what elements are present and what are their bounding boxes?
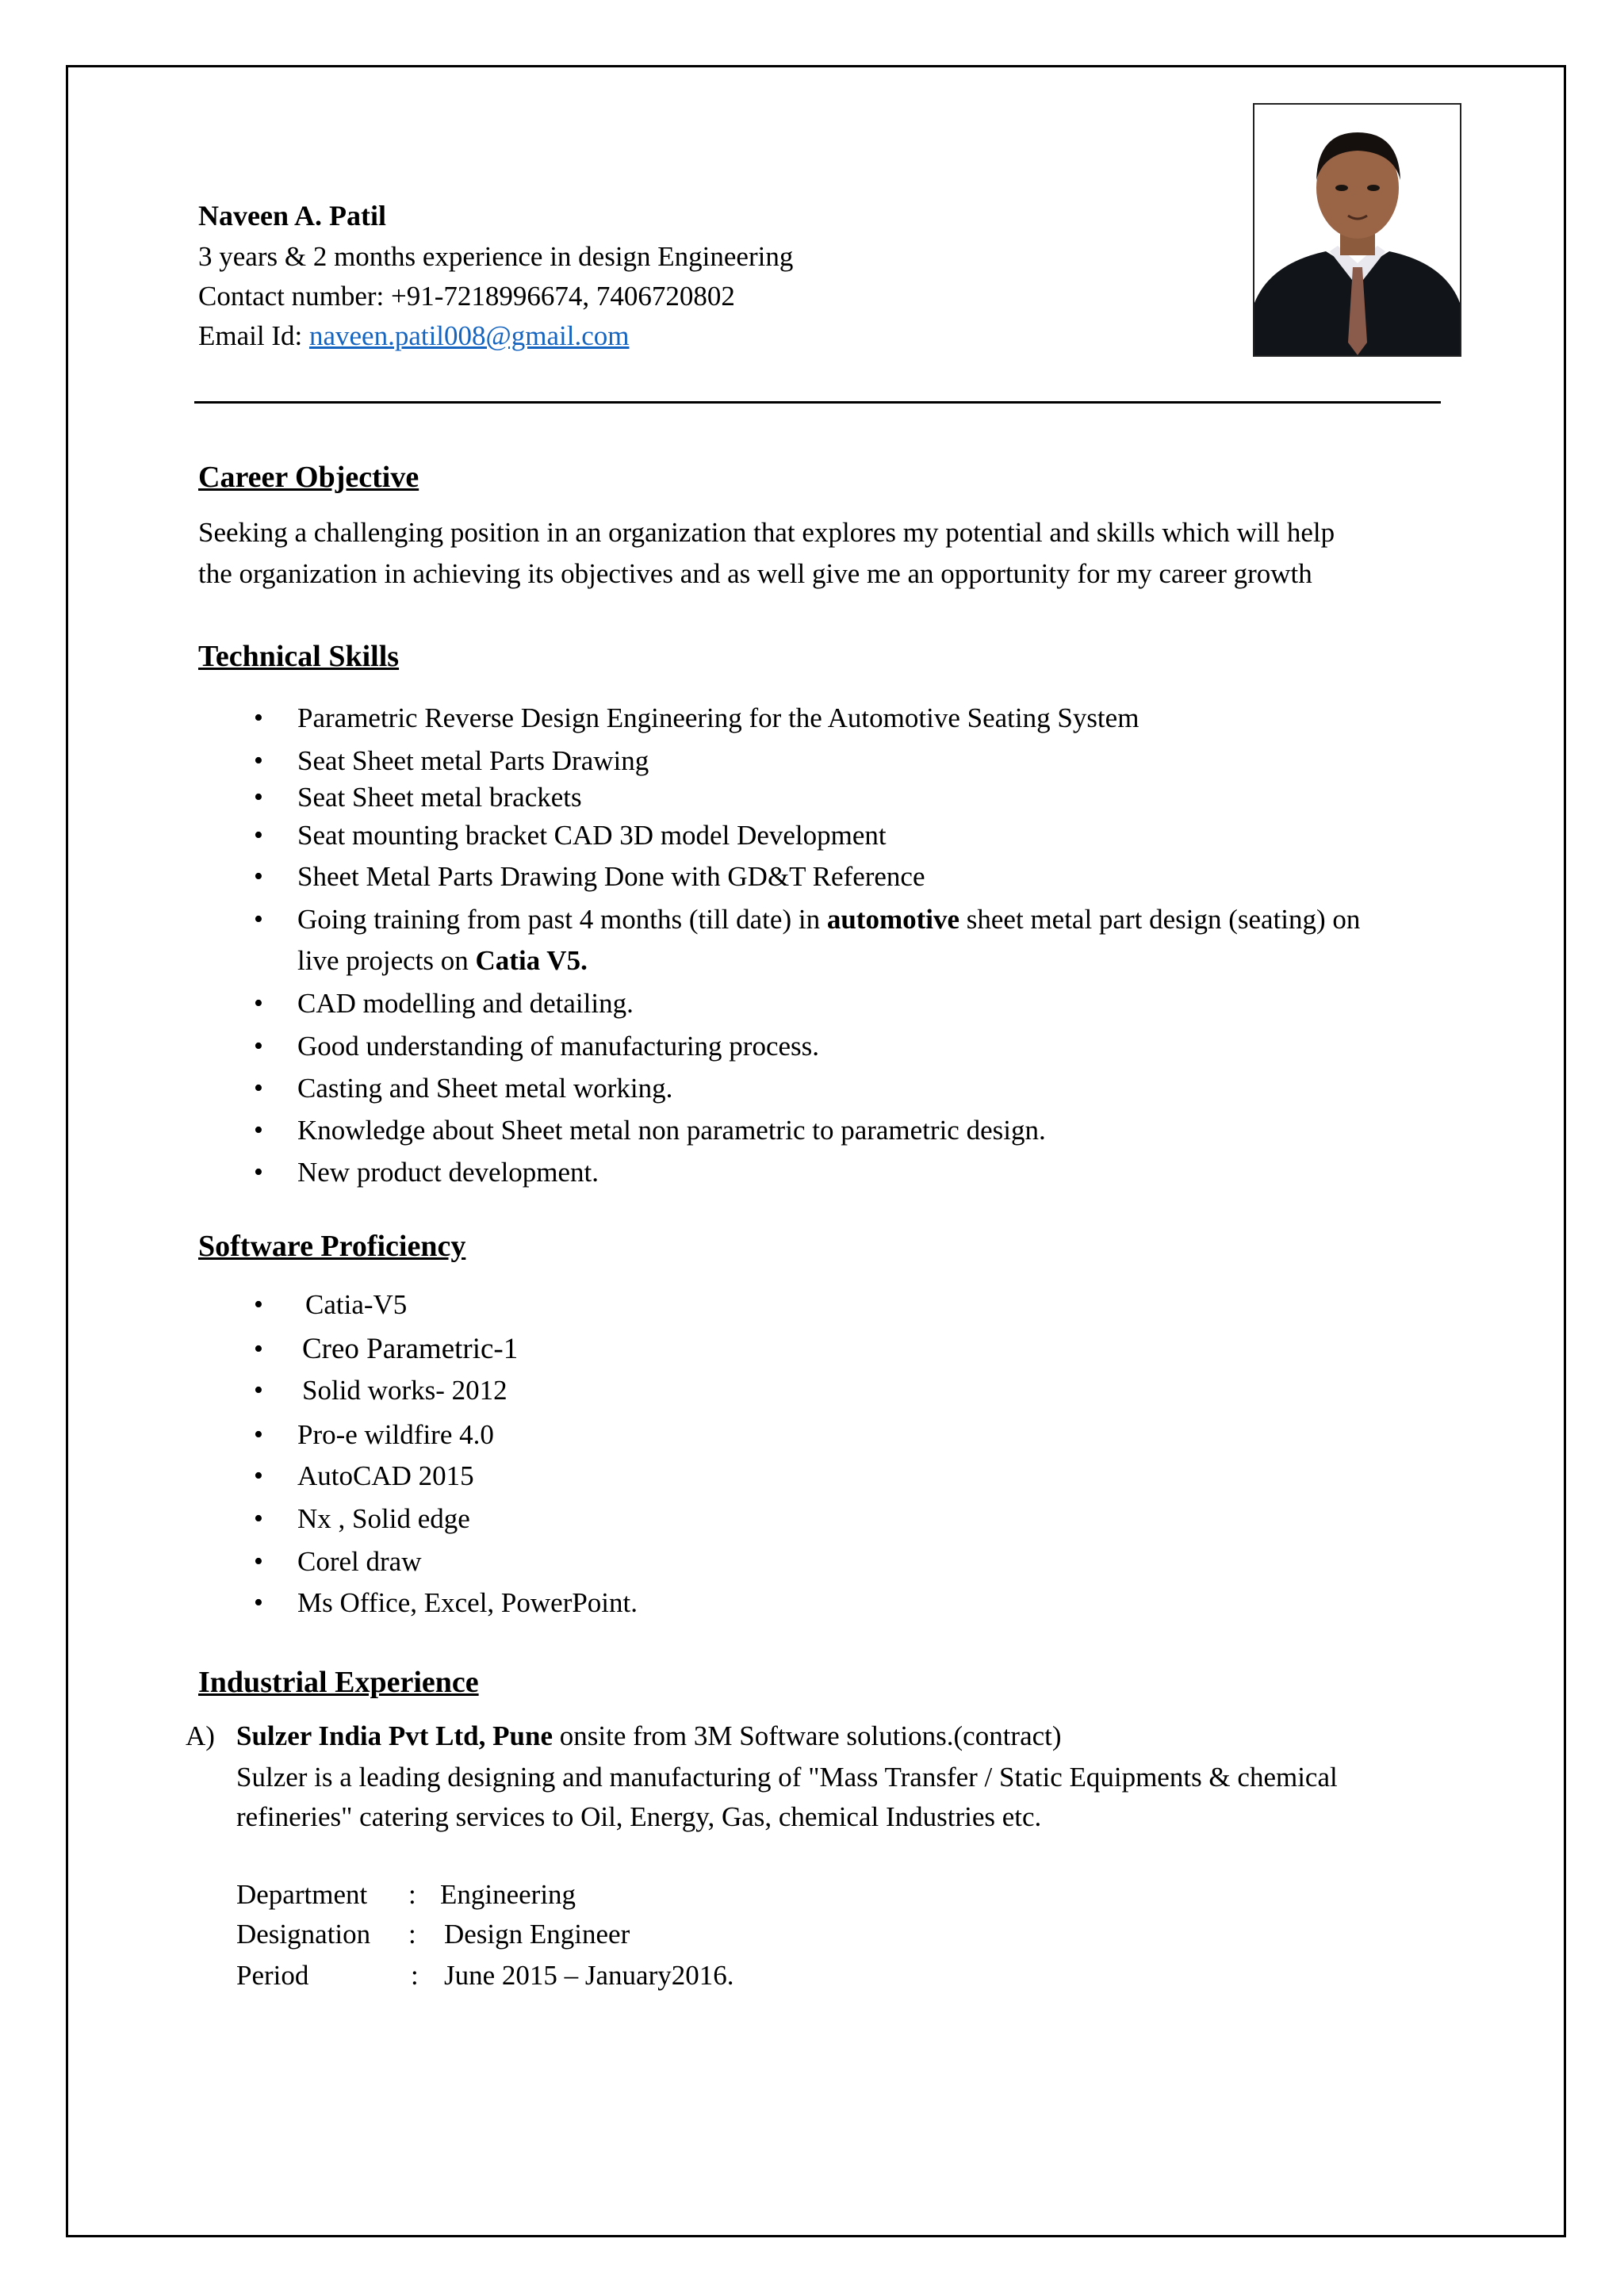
list-item: • Good understanding of manufacturing process. bbox=[297, 1026, 1360, 1068]
list-item: • Corel draw bbox=[297, 1541, 638, 1582]
list-item: • Catia-V5 bbox=[297, 1284, 638, 1329]
list-item: • Seat Sheet metal brackets bbox=[297, 777, 1360, 815]
list-item: • Sheet Metal Parts Drawing Done with GD&T Reference bbox=[297, 856, 1360, 899]
list-item: • Seat mounting bracket CAD 3D model Development bbox=[297, 815, 1360, 856]
list-item: • Ms Office, Excel, PowerPoint. bbox=[297, 1582, 638, 1624]
list-item: • Solid works- 2012 bbox=[297, 1370, 638, 1414]
company-line bbox=[236, 1716, 1062, 1757]
email bbox=[198, 316, 629, 357]
detail-separator: : bbox=[411, 1960, 419, 1991]
training-bold: Catia V5. bbox=[475, 945, 588, 976]
header-divider bbox=[194, 401, 1441, 404]
profile-photo bbox=[1253, 103, 1461, 357]
technical-skills-list bbox=[297, 698, 1360, 1194]
company-name: Sulzer India Pvt Ltd, Pune bbox=[236, 1720, 553, 1751]
list-item: • Pro-e wildfire 4.0 bbox=[297, 1414, 638, 1456]
detail-separator: : bbox=[408, 1919, 416, 1950]
person-portrait-icon bbox=[1254, 105, 1460, 355]
email-link[interactable]: naveen.patil008@gmail.com bbox=[308, 320, 630, 351]
technical-skills-heading: Technical Skills bbox=[198, 640, 400, 673]
detail-value: Engineering bbox=[440, 1879, 576, 1910]
list-item: • New product development. bbox=[297, 1152, 1360, 1194]
list-item: • Creo Parametric-1 bbox=[297, 1329, 638, 1370]
experience-heading: Industrial Experience bbox=[198, 1666, 479, 1699]
detail-label: Period bbox=[236, 1960, 309, 1991]
training-text: live projects on bbox=[297, 945, 476, 976]
detail-value: June 2015 – January2016. bbox=[444, 1960, 734, 1991]
career-objective-line: the organization in achieving its objectives and as well give me an opportunity for my career growth bbox=[198, 558, 1312, 589]
experience-summary: 3 years & 2 months experience in design Engineering bbox=[198, 241, 794, 272]
detail-value: Design Engineer bbox=[444, 1919, 630, 1950]
contact-value: +91-7218996674, 7406720802 bbox=[391, 281, 735, 312]
list-item-training bbox=[297, 899, 1360, 940]
detail-label: Department bbox=[236, 1879, 368, 1910]
list-item: • Knowledge about Sheet metal non parametric to parametric design. bbox=[297, 1110, 1360, 1152]
company-description: Sulzer is a leading designing and manufacturing of "Mass Transfer / Static Equipments & chemical bbox=[236, 1762, 1338, 1793]
list-item: • CAD modelling and detailing. bbox=[297, 983, 1360, 1026]
list-item-continuation bbox=[297, 940, 1360, 983]
detail-label: Designation bbox=[236, 1919, 371, 1950]
list-item: • AutoCAD 2015 bbox=[297, 1456, 638, 1498]
detail-separator: : bbox=[408, 1879, 416, 1910]
email-label: Email Id: bbox=[198, 320, 303, 351]
contact-label: Contact number: bbox=[198, 281, 385, 312]
list-item: • Parametric Reverse Design Engineering for the Automotive Seating System bbox=[297, 698, 1360, 740]
candidate-name: Naveen A. Patil bbox=[198, 200, 386, 232]
entry-label: A) bbox=[186, 1720, 215, 1751]
contact-number bbox=[198, 276, 735, 317]
training-bold: automotive bbox=[826, 904, 960, 935]
training-text: Going training from past 4 months (till date) in bbox=[297, 904, 827, 935]
software-heading: Software Proficiency bbox=[198, 1230, 466, 1263]
software-list bbox=[297, 1284, 638, 1624]
career-objective-heading: Career Objective bbox=[198, 461, 419, 494]
company-description: refineries" catering services to Oil, Energy, Gas, chemical Industries etc. bbox=[236, 1801, 1042, 1832]
list-item: • Seat Sheet metal Parts Drawing bbox=[297, 740, 1360, 777]
company-rest: onsite from 3M Software solutions.(contract) bbox=[553, 1720, 1062, 1751]
list-item: • Casting and Sheet metal working. bbox=[297, 1068, 1360, 1110]
career-objective-line: Seeking a challenging position in an organization that explores my potential and skills which will help bbox=[198, 517, 1335, 548]
training-text: sheet metal part design (seating) on bbox=[959, 904, 1361, 935]
list-item: • Nx , Solid edge bbox=[297, 1498, 638, 1541]
